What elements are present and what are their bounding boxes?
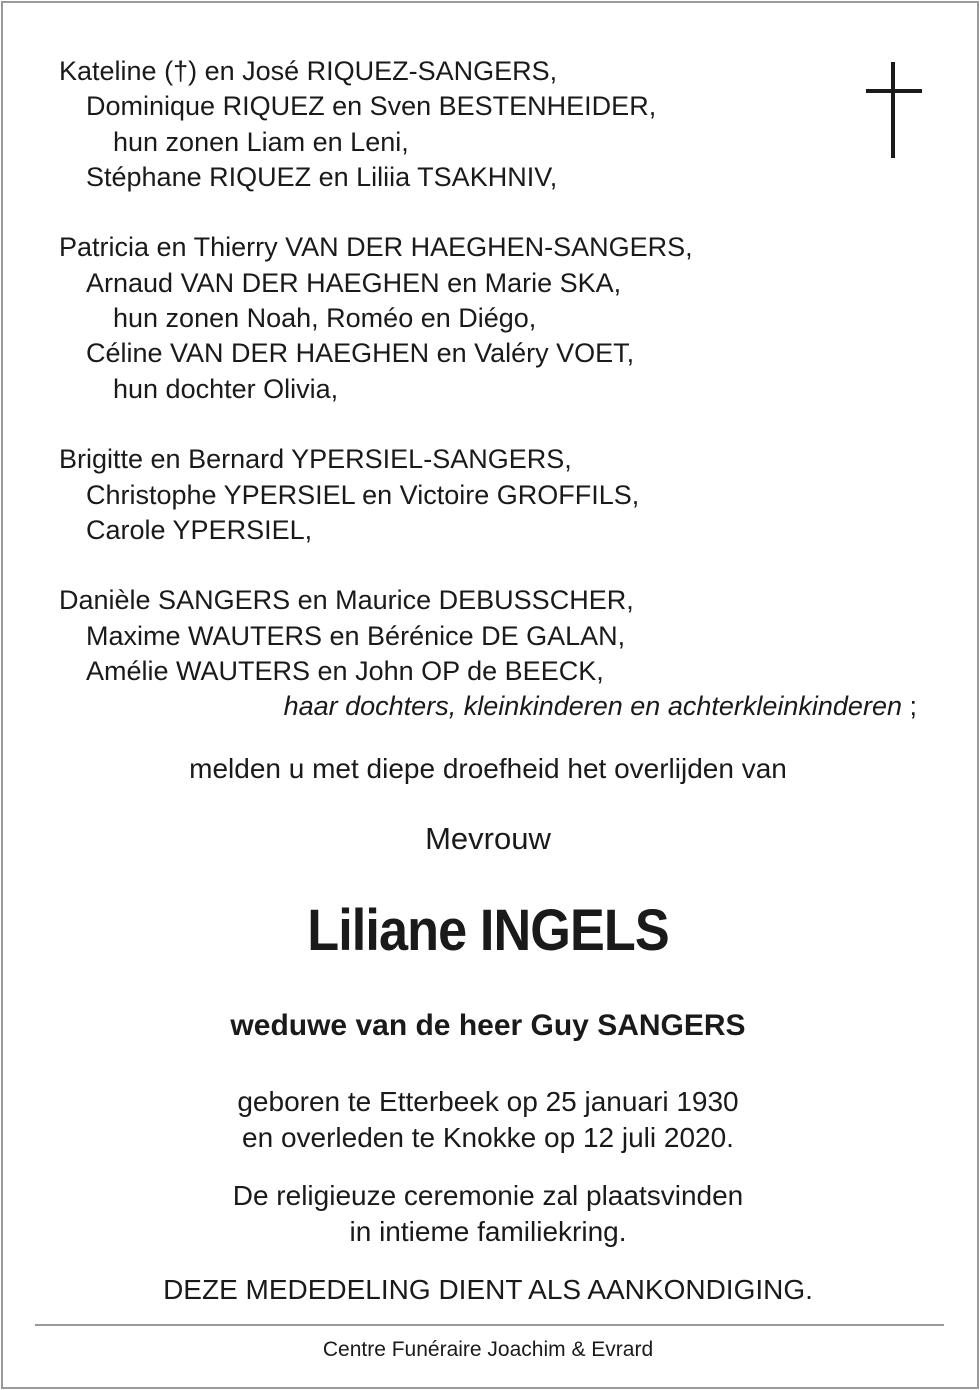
birth-line: geboren te Etterbeek op 25 januari 1930	[237, 1086, 739, 1117]
family-group-4	[59, 583, 919, 689]
ceremony-line-2: in intieme familiekring.	[349, 1215, 627, 1247]
family-line: Maxime WAUTERS en Bérénice DE GALAN,	[86, 620, 626, 651]
ceremony-line-1: De religieuze ceremonie zal plaatsvinden	[232, 1180, 744, 1211]
family-line: hun zonen Liam en Leni,	[113, 126, 409, 157]
family-line: Christophe YPERSIEL en Victoire GROFFILS,	[86, 479, 640, 510]
death-line: en overleden te Knokke op 12 juli 2020.	[242, 1121, 734, 1153]
family-line: Danièle SANGERS en Maurice DEBUSSCHER,	[59, 585, 634, 616]
family-group-3	[59, 442, 919, 548]
family-line: Stéphane RIQUEZ en Liliia TSAKHNIV,	[86, 161, 558, 192]
closing-punctuation: ;	[901, 691, 917, 722]
life-dates	[0, 1084, 976, 1155]
family-line: hun dochter Olivia,	[113, 373, 339, 404]
family-line: Brigitte en Bernard YPERSIEL-SANGERS,	[59, 444, 572, 475]
family-line: hun zonen Noah, Roméo en Diégo,	[113, 303, 537, 334]
footer-divider	[35, 1324, 944, 1326]
widow-of-line: weduwe van de heer Guy SANGERS	[230, 1009, 746, 1042]
family-list	[59, 54, 919, 725]
relatives-closing-line	[59, 689, 919, 724]
ceremony-info	[0, 1178, 976, 1249]
announcement-notice: DEZE MEDEDELING DIENT ALS AANKONDIGING.	[163, 1274, 813, 1305]
relatives-closing-text: haar dochters, kleinkinderen en achterkleinkinderen	[283, 691, 902, 722]
family-group-2	[59, 230, 919, 406]
family-line: Dominique RIQUEZ en Sven BESTENHEIDER,	[86, 91, 657, 122]
family-group-1	[59, 54, 919, 195]
honorific-title: Mevrouw	[425, 821, 551, 856]
deceased-name: Liliane INGELS	[307, 898, 669, 963]
family-line: Arnaud VAN DER HAEGHEN en Marie SKA,	[86, 267, 622, 298]
family-line: Carole YPERSIEL,	[86, 514, 313, 545]
family-line: Kateline (†) en José RIQUEZ-SANGERS,	[59, 56, 558, 86]
family-line: Patricia en Thierry VAN DER HAEGHEN-SANGERS,	[59, 232, 693, 263]
announcement-text: melden u met diepe droefheid het overlijden van	[189, 753, 787, 784]
family-line: Céline VAN DER HAEGHEN en Valéry VOET,	[86, 338, 635, 369]
family-line: Amélie WAUTERS en John OP de BEECK,	[86, 656, 604, 687]
funeral-home-name: Centre Funéraire Joachim & Evrard	[322, 1338, 654, 1361]
